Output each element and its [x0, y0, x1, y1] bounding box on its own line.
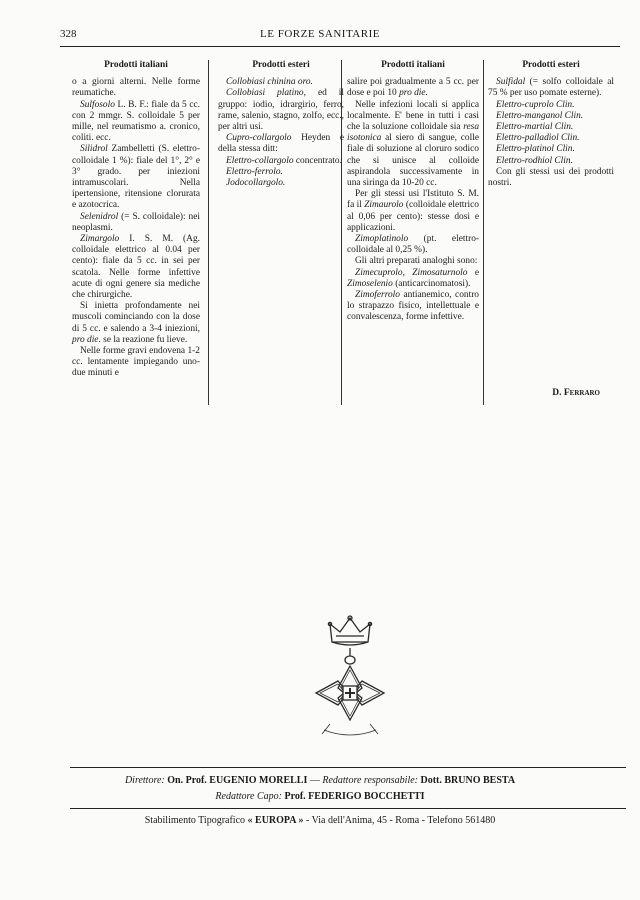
- text-run: (= solfo colloidale al 75 % per uso pomate esterne).: [488, 77, 614, 99]
- paragraph: [72, 234, 200, 301]
- running-head: LE FORZE SANITARIE: [260, 28, 380, 40]
- product-name: Zimargolo: [80, 234, 120, 245]
- text-run: Nelle infezioni locali si applica localmente. E' bene in tutti i casi che la soluzione colloidale sia: [347, 99, 479, 133]
- paragraph: [488, 167, 614, 189]
- paragraph: [347, 234, 479, 256]
- product-name: Elettro-manganol Clin.: [496, 110, 584, 121]
- text-run: Heyden e della stessa ditt:: [218, 133, 344, 155]
- column-4: [488, 60, 614, 189]
- text-run: , ed il gruppo: iodio, idrargirio, ferro, rame, salenio, stagno, zolfo, ecc., per altri usi.: [218, 88, 344, 133]
- product-name: Elettro-ferrolo.: [226, 166, 283, 177]
- product-name: pro die: [72, 334, 99, 345]
- signature-initial: D.: [552, 388, 562, 398]
- column-divider: [483, 60, 484, 405]
- paragraph: [488, 111, 614, 122]
- column-heading: Prodotti esteri: [252, 60, 310, 70]
- text-run: Gli altri preparati analoghi sono:: [355, 256, 478, 267]
- paragraph: [347, 268, 479, 290]
- text-run: L. B. F.: fiale da 5 cc. con 2 mmgr. S. colloidale 5 per mille, nel reumatismo a. cronico, coliti. ecc.: [72, 99, 200, 144]
- masthead-chief-editor: [0, 791, 640, 802]
- responsible-editor-label: Redattore responsabile:: [322, 775, 418, 786]
- product-name: Zimecuprolo, Zimosaturnolo: [355, 267, 468, 278]
- product-name: Selenidrol: [80, 211, 119, 222]
- director-label: Direttore:: [124, 775, 165, 786]
- emblem-graphic: [302, 612, 398, 742]
- text-run: (anticarcinomatosi).: [392, 278, 471, 289]
- product-name: Cupro-collargolo: [226, 133, 292, 144]
- text-run: Si inietta profondamente nei muscoli cominciando con la dose di 5 cc. e salendo a 3-4 iniezioni,: [72, 301, 200, 334]
- product-name: Collobiasi platino: [226, 88, 304, 99]
- printer-name: « EUROPA »: [247, 815, 304, 826]
- product-name: Sulfidal: [496, 77, 526, 88]
- paragraph: [488, 77, 614, 99]
- text-run: concentrato.: [293, 155, 342, 166]
- paragraph: [218, 178, 344, 189]
- chief-editor-label: Redattore Capo:: [215, 791, 282, 802]
- column-2: [218, 60, 344, 189]
- product-name: Collobiasi chinina oro.: [226, 77, 313, 88]
- paragraph: [218, 88, 344, 133]
- paragraph: [488, 100, 614, 111]
- text-run: o a giorni alterni. Nelle forme reumatiche.: [72, 77, 200, 99]
- paragraph: [347, 100, 479, 190]
- text-run: Nelle forme gravi endovena 1-2 cc. lentamente impiegando uno-due minuti e: [72, 346, 200, 379]
- responsible-editor-name: Dott. BRUNO BESTA: [420, 775, 516, 786]
- director-name: On. Prof. EUGENIO MORELLI: [167, 775, 308, 786]
- page-number: 328: [60, 28, 77, 40]
- product-name: resa isotonica: [347, 122, 479, 144]
- paragraph: [347, 77, 479, 99]
- text-run: salire poi gradualmente a 5 cc. per dose e poi 10: [347, 77, 479, 99]
- paragraph: [488, 133, 614, 144]
- text-run: e: [467, 267, 479, 278]
- footer-rule-top: [70, 767, 626, 768]
- paragraph: [72, 301, 200, 346]
- product-name: Silidrol: [80, 144, 108, 155]
- text-run: I. S. M. (Ag. colloidale elettrico al 0.04 per cento): fiale da 5 cc. in sei per scatola. Nelle forme infettive acute di ogni genere sia mediche che chirurgiche.: [72, 234, 200, 301]
- paragraph: [218, 133, 344, 155]
- text-run: (pt. elettro-colloidale al 0,25 %).: [347, 234, 479, 256]
- product-name: Elettro-rodhiol Clin.: [496, 155, 573, 166]
- paragraph: [347, 290, 479, 324]
- paragraph: [72, 100, 200, 145]
- product-name: Elettro-platinol Clin.: [496, 144, 575, 155]
- printer-imprint: [0, 815, 640, 826]
- product-name: Zimaurolo: [364, 200, 404, 211]
- signature-surname: Ferraro: [563, 388, 600, 398]
- product-name: Jodocollargolo.: [226, 178, 286, 189]
- paragraph: [218, 156, 344, 167]
- product-name: Elettro-cuprolo Clin.: [496, 99, 575, 110]
- product-name: Elettro-palladiol Clin.: [496, 133, 580, 144]
- author-signature: [552, 388, 600, 398]
- product-name: Sulfosolo: [80, 99, 115, 110]
- text-run: Per gli stessi usi l'Istituto S. M. fa il: [347, 189, 479, 211]
- text-run: Con gli stessi usi dei prodotti nostri.: [488, 166, 614, 189]
- paragraph: [72, 77, 200, 99]
- paragraph: [488, 156, 614, 167]
- text-run: Zambelletti (S. elettro-colloidale 1 %): fiale del 1°, 2° e 3° grado. per iniezioni intramuscolari. Nella ipertensione, ritensione clorurata e azotocrica.: [72, 144, 200, 211]
- product-name: Elettro-collargolo: [226, 155, 294, 166]
- column-heading: Prodotti italiani: [381, 60, 445, 70]
- footer-rule-bottom: [70, 808, 626, 809]
- paragraph: [488, 122, 614, 133]
- paragraph: [72, 346, 200, 380]
- product-name: Zimoplatinolo: [355, 234, 409, 245]
- header-rule: [60, 46, 620, 47]
- product-name: Zimoselenio: [347, 278, 393, 289]
- paragraph: [72, 212, 200, 234]
- product-name: Zimoferrolo: [355, 290, 400, 301]
- separator-dash: —: [309, 775, 320, 786]
- crowned-cross-emblem-icon: [302, 612, 398, 742]
- crown-shape: [330, 618, 370, 642]
- masthead-directors: [0, 775, 640, 786]
- column-heading: Prodotti italiani: [104, 60, 168, 70]
- paragraph: [218, 77, 344, 88]
- text-run: (= S. colloidale): nei neoplasmi.: [72, 211, 200, 233]
- product-name: pro die.: [399, 88, 428, 99]
- printer-label: Stabilimento Tipografico: [144, 815, 246, 826]
- text-run: (colloidale elettrico al 0,06 per cento): stesse dosi e applicazioni.: [347, 200, 479, 233]
- column-heading: Prodotti esteri: [522, 60, 580, 70]
- printer-address: - Via dell'Anima, 45 - Roma - Telefono 561480: [305, 815, 496, 826]
- paragraph: [347, 189, 479, 234]
- chief-editor-name: Prof. FEDERIGO BOCCHETTI: [284, 791, 425, 802]
- text-run: antianemico, contro lo strapazzo fisico, intellettuale e convalescenza, forme infettive.: [347, 290, 479, 323]
- paragraph: [347, 256, 479, 267]
- text-run: . se la reazione fu lieve.: [98, 334, 188, 345]
- article-columns: [60, 60, 620, 405]
- text-run: al siero di sangue, colle fiale di soluzione al cloruro sodico che si unisce al colloide aspirandola successivamente in una siringa da 10-20 cc.: [347, 133, 479, 189]
- column-3: [347, 60, 479, 324]
- product-name: Elettro-martial Clin.: [496, 122, 574, 133]
- paragraph: [218, 167, 344, 178]
- column-divider: [208, 60, 209, 405]
- paragraph: [72, 144, 200, 211]
- paragraph: [488, 144, 614, 155]
- column-1: [72, 60, 200, 380]
